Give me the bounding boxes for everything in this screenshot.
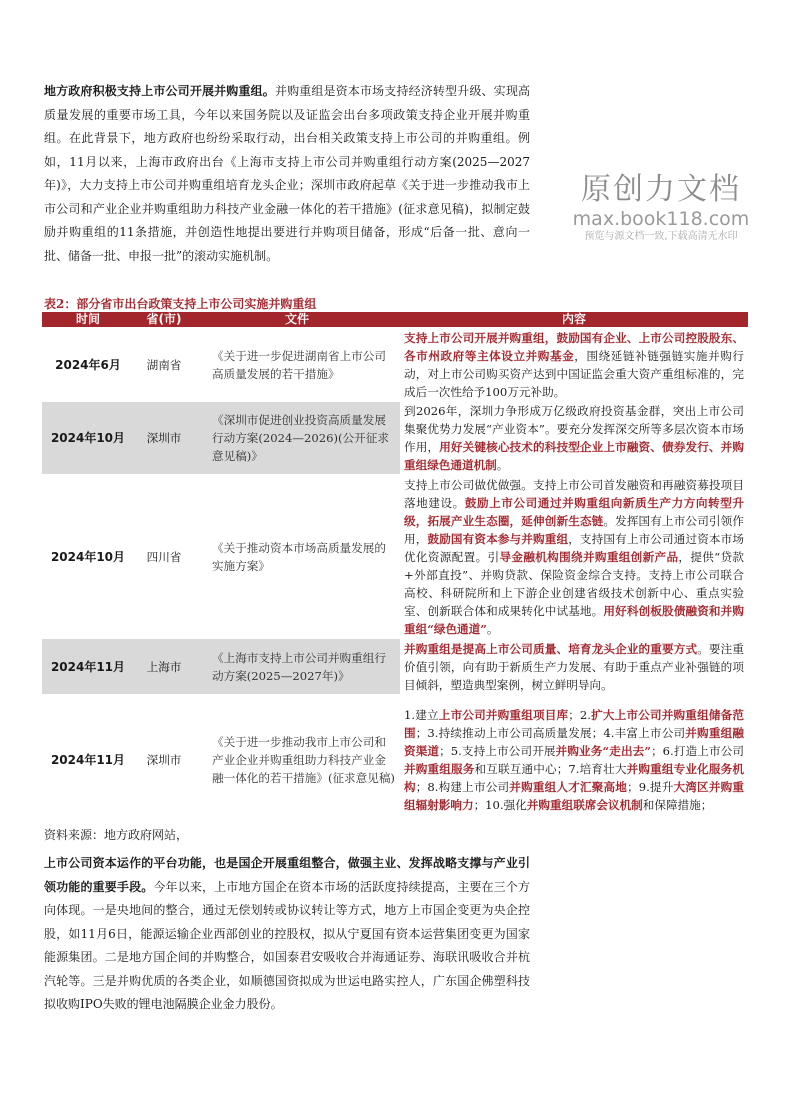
- policy-table: [42, 312, 748, 825]
- row-file: 《关于进一步促进湖南省上市公司高质量发展的若干措施》: [194, 328, 400, 402]
- row-time: 2024年10月: [42, 475, 134, 639]
- intro-body: 并购重组是资本市场支持经济转型升级、实现高质量发展的重要市场工具，今年以来国务院以及证监会出台多项政策支持企业开展并购重组。在此背景下，地方政府也纷纷采取行动，出台相关政策支持上市公司的并购重组。例如，11月以来，上海市政府出台《上海市支持上市公司并购重组行动方案(2025—2027年)》，大力支持上市公司并购重组培育龙头企业；深圳市政府起草《关于进一步推动我市上市公司和产业企业并购重组助力科技产业金融一体化的若干措施》(征求意见稿)，拟制定鼓励并购重组的11条措施，并创造性地提出要进行并购项目储备，形成“后备一批、意向一批、储备一批、申报一批”的滚动实施机制。: [44, 84, 530, 263]
- table-row: [42, 475, 748, 639]
- table-row: [42, 402, 748, 475]
- row-region: 深圳市: [134, 695, 194, 825]
- highlight-text: 鼓励国有资本参与并购重组: [427, 531, 569, 546]
- highlight-text: 并购重组联席会议机制: [526, 797, 643, 812]
- row-region: 上海市: [134, 639, 194, 695]
- content-text: ；6.打造上市公司: [651, 743, 745, 758]
- row-file: 《关于进一步推动我市上市公司和产业企业并购重组助力科技产业金融一体化的若干措施》(征求意见稿): [194, 695, 400, 825]
- highlight-text: 扩大上市公司并购重组储备范围: [404, 707, 744, 740]
- content-text: 。: [486, 621, 499, 636]
- highlight-text: 并购重组融资渠道: [404, 725, 744, 758]
- header-file: 文件: [194, 312, 400, 328]
- content-text: 和保障措施；: [642, 797, 713, 812]
- content-text: 。要注重价值引领，向有助于新质生产力发展、有助于重点产业补强链的项目倾斜，塑造典型案例，树立鲜明导向。: [404, 641, 744, 692]
- row-content: [400, 402, 748, 475]
- content-text: ，提供“贷款+外部直投”、并购贷款、保险资金综合支持。支持上市公司联合高校、科研院所和上下游企业创建省级技术创新中心、重点实验室、创新联合体和成果转化中试基地。: [404, 549, 744, 618]
- highlight-text: 鼓励上市公司通过并购重组向新质生产力方向转型升级，拓展产业生态圈，延伸创新生态链: [404, 495, 744, 528]
- highlight-text: 并购重组人才汇聚高地: [509, 779, 628, 794]
- content-text: ；8.构建上市公司: [415, 779, 510, 794]
- second-body: 今年以来，上市地方国企在资本市场的活跃度持续提高，主要在三个方向体现。一是央地间的整合，通过无偿划转或协议转让等方式，地方上市国企变更为央企控股，如11月6日，能源运输企业西部创业的控股权，拟从宁夏国有资本运营集团变更为国家能源集团。二是地方国企间的并购整合，如国泰君安吸收合并海通证券、海联讯吸收合并杭汽轮等。三是并购优质的各类企业，如顺德国资拟成为世运电路实控人，广东国企佛塑科技拟收购IPO失败的锂电池隔膜企业金力股份。: [44, 879, 530, 1011]
- header-region: 省(市): [134, 312, 194, 328]
- second-paragraph: [44, 852, 530, 1017]
- row-file: 《关于推动资本市场高质量发展的实施方案》: [194, 475, 400, 639]
- highlight-text: 并购业务“走出去”: [555, 743, 652, 758]
- row-time: 2024年11月: [42, 639, 134, 695]
- row-file: 《深圳市促进创业投资高质量发展行动方案(2024—2026)(公开征求意见稿)》: [194, 402, 400, 475]
- row-time: 2024年11月: [42, 695, 134, 825]
- highlight-text: 并购重组专业化服务机构: [404, 761, 744, 794]
- row-file: 《上海市支持上市公司并购重组行动方案(2025—2027年)》: [194, 639, 400, 695]
- highlight-text: 大湾区并购重组辐射影响力: [404, 779, 744, 812]
- content-text: ，支持国有上市公司通过资本市场优化资源配置。引: [404, 531, 744, 564]
- table-row: [42, 695, 748, 825]
- row-time: 2024年6月: [42, 328, 134, 402]
- second-lead: 上市公司资本运作的平台功能，也是国企开展重组整合，做强主业、发挥战略支撑与产业引领功能的重要手段。: [44, 856, 530, 894]
- highlight-text: 用好科创板股债融资和并购重组“绿色通道”: [404, 603, 744, 636]
- watermark-site: max.book118.com: [572, 208, 750, 230]
- table-row: [42, 639, 748, 695]
- content-text: ；3.持续推动上市公司高质量发展；4.丰富上市公司: [415, 725, 686, 740]
- header-time: 时间: [42, 312, 134, 328]
- highlight-text: 并购重组是提高上市公司质量、培育龙头企业的重要方式: [404, 641, 698, 656]
- content-text: ；2.: [568, 707, 591, 722]
- row-content: [400, 695, 748, 825]
- highlight-text: 并购重组服务: [404, 761, 475, 776]
- source-note: 资料来源：地方政府网站，: [44, 828, 189, 842]
- content-text: 1.建立: [404, 707, 439, 722]
- row-time: 2024年10月: [42, 402, 134, 475]
- table-caption: 表2：部分省市出台政策支持上市公司实施并购重组: [44, 297, 317, 311]
- intro-paragraph: [44, 80, 530, 268]
- row-content: [400, 475, 748, 639]
- header-content: 内容: [400, 312, 748, 328]
- content-text: 。: [496, 458, 509, 472]
- row-region: 深圳市: [134, 402, 194, 475]
- content-text: ；5.支持上市公司开展: [439, 743, 556, 758]
- highlight-text: 上市公司并购重组项目库: [438, 707, 569, 722]
- table-row: [42, 328, 748, 402]
- content-text: ；10.强化: [473, 797, 527, 812]
- intro-lead: 地方政府积极支持上市公司开展并购重组。: [44, 84, 275, 98]
- row-content: [400, 639, 748, 695]
- content-text: 支持上市公司做优做强。支持上市公司首发融资和再融资募投项目落地建设。: [404, 477, 744, 510]
- watermark-title: 原创力文档: [581, 172, 741, 207]
- row-region: 湖南省: [134, 328, 194, 402]
- content-text: 到2026年，深圳力争形成万亿级政府投资基金群，突出上市公司集聚优势力发展“产业资本”。要充分发挥深交所等多层次资本市场作用，: [404, 404, 744, 454]
- content-text: ；9.提升: [627, 779, 674, 794]
- highlight-text: 支持上市公司开展并购重组，鼓励国有企业、上市公司控股股东、各市州政府等主体设立并购基金: [404, 330, 744, 363]
- row-content: [400, 328, 748, 402]
- watermark: [566, 172, 756, 244]
- highlight-text: 用好关键核心技术的科技型企业上市融资、债券发行、并购重组绿色通道机制: [404, 440, 744, 472]
- content-text: 和互联互通中心；7.培育壮大: [474, 761, 627, 776]
- content-text: 。发挥国有上市公司引领作用，: [404, 513, 744, 546]
- watermark-subtitle: 预览与源文档一致,下载高清无水印: [584, 231, 738, 242]
- content-text: ，围绕延链补链强链实施并购行动，对上市公司购买资产达到中国证监会重大资产重组标准的，完成后一次性给予100万元补助。: [404, 348, 744, 399]
- row-region: 四川省: [134, 475, 194, 639]
- highlight-text: 导金融机构围绕并购重组创新产品: [499, 549, 679, 564]
- table-header-row: [42, 312, 748, 328]
